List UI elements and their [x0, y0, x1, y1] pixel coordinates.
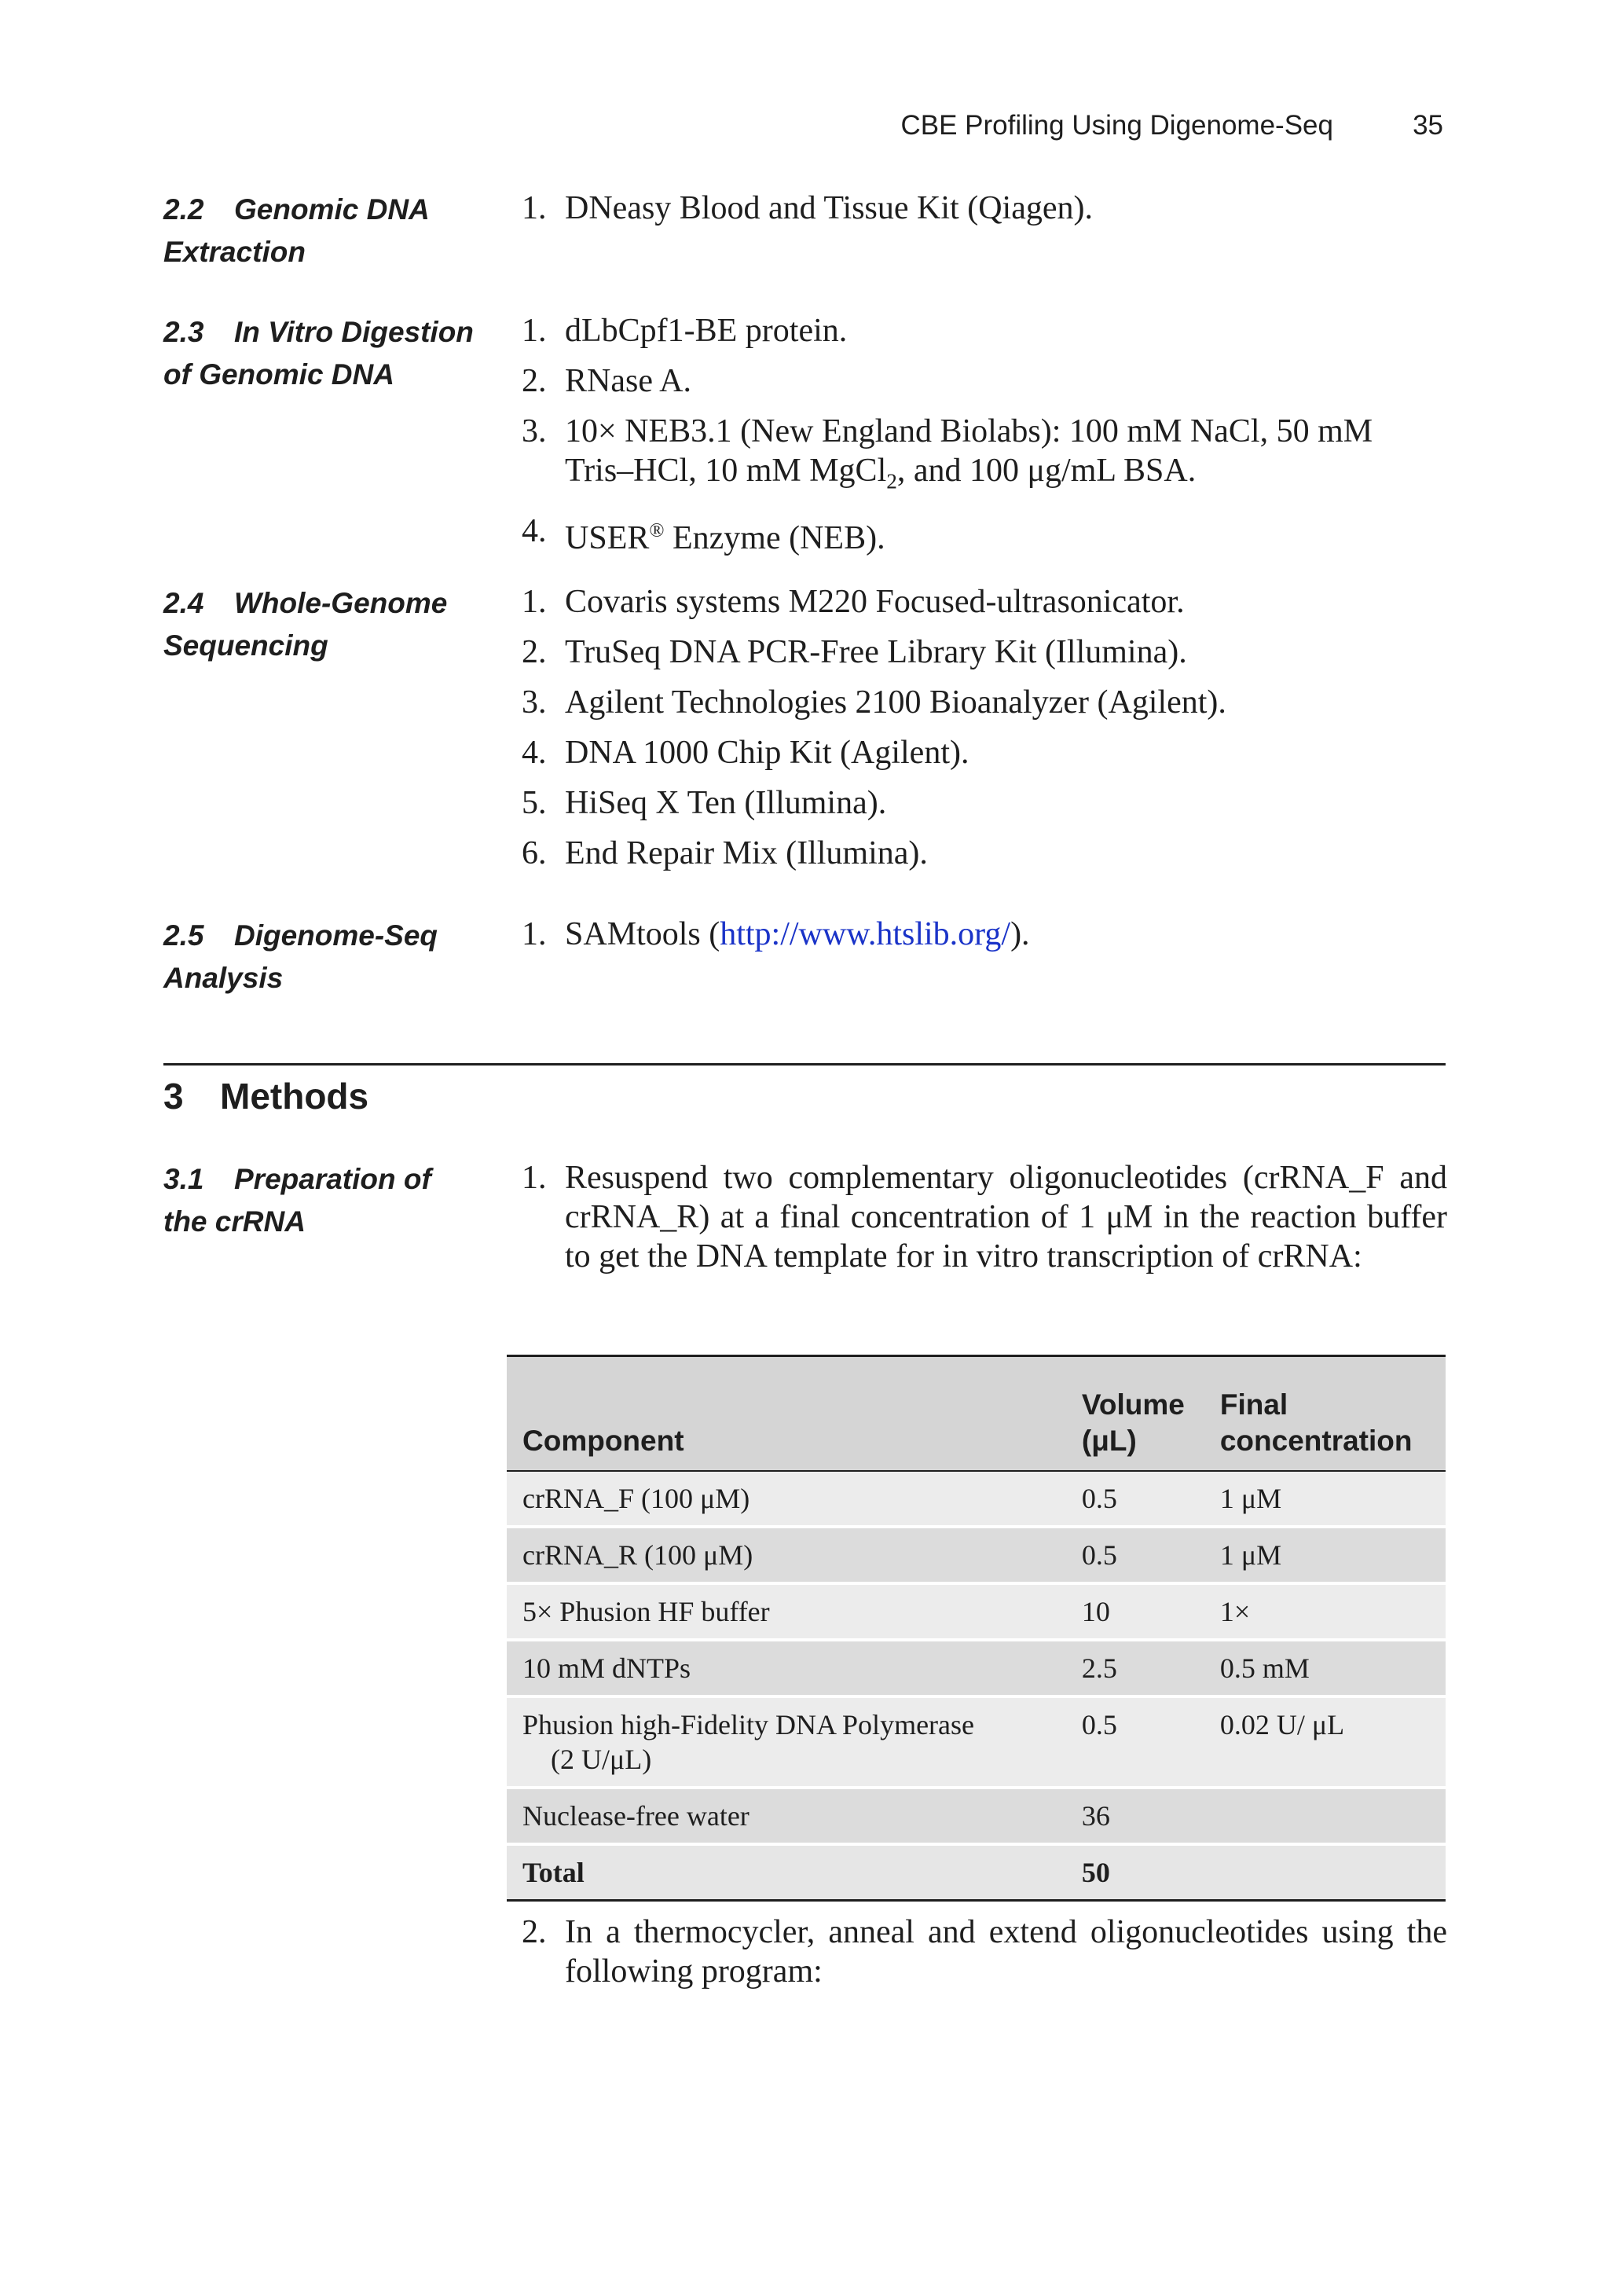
method-steps: [522, 1158, 1447, 1287]
header-component: Component: [522, 1425, 684, 1457]
method-step: 2. In a thermocycler, anneal and extend oligonucleotides using the following program:: [522, 1914, 1447, 1990]
table-row: crRNA_F (100 μM) 0.5 1 μM: [507, 1471, 1446, 1527]
list-item: 4. USER® Enzyme (NEB).: [522, 513, 885, 557]
table-row: crRNA_R (100 μM) 0.5 1 μM: [507, 1527, 1446, 1583]
header-final: Final concentration: [1219, 1388, 1413, 1457]
reaction-table: [507, 1355, 1446, 1902]
section-label: 2.4 Whole-Genome Sequencing: [163, 587, 448, 662]
materials-list: [522, 582, 1447, 884]
section-label: 2.5 Digenome-Seq Analysis: [163, 919, 438, 994]
list-item: 1. SAMtools (http://www.htslib.org/).: [522, 916, 1030, 952]
materials-list: [522, 189, 1447, 239]
method-step: 1. Resuspend two complementary oligonucleotides (crRNA_F and crRNA_R) at a final concentration of 1 μM in the reaction buffer to get the DNA template for in vitro transcription of crRNA:: [522, 1160, 1447, 1275]
table-header-row: [507, 1356, 1446, 1472]
materials-list: [522, 311, 1447, 569]
section-label: 3.1 Preparation of the crRNA: [163, 1163, 431, 1238]
samtools-link[interactable]: http://www.htslib.org/: [720, 916, 1011, 952]
list-item: 3. Agilent Technologies 2100 Bioanalyzer (Agilent).: [522, 684, 1226, 721]
table-row: Phusion high-Fidelity DNA Polymerase (2 U/μL) 0.5 0.02 U/ μL: [507, 1696, 1446, 1788]
list-item: 5. HiSeq X Ten (Illumina).: [522, 785, 887, 821]
list-item: 6. End Repair Mix (Illumina).: [522, 835, 928, 871]
list-item: 1. dLbCpf1-BE protein.: [522, 313, 848, 349]
section-label: 2.3 In Vitro Digestion of Genomic DNA: [163, 316, 474, 391]
list-item: 2. RNase A.: [522, 363, 691, 399]
page-number: 35: [1413, 110, 1443, 141]
table-row: Nuclease-free water 36: [507, 1788, 1446, 1844]
header-volume: Volume (μL): [1081, 1388, 1185, 1457]
materials-list: [522, 915, 1447, 965]
list-item: 1. Covaris systems M220 Focused-ultrasonicator.: [522, 584, 1185, 620]
table-total-row: Total 50: [507, 1844, 1446, 1901]
running-header: [872, 110, 1443, 141]
list-item: 4. DNA 1000 Chip Kit (Agilent).: [522, 735, 969, 771]
section-label: 2.2 Genomic DNA Extraction: [163, 193, 430, 268]
section-divider: [163, 1063, 1446, 1065]
list-item: 1. DNeasy Blood and Tissue Kit (Qiagen).: [522, 190, 1093, 226]
list-item: 3. 10× NEB3.1 (New England Biolabs): 100 mM NaCl, 50 mM Tris–HCl, 10 mM MgCl$_2$, and 100 μg/mL BSA.: [522, 413, 1373, 493]
method-steps: [522, 1913, 1447, 2002]
table-row: 10 mM dNTPs 2.5 0.5 mM: [507, 1640, 1446, 1696]
table-row: 5× Phusion HF buffer 10 1×: [507, 1583, 1446, 1640]
running-title: CBE Profiling Using Digenome-Seq: [900, 110, 1333, 141]
methods-heading: 3 Methods: [163, 1076, 369, 1117]
list-item: 2. TruSeq DNA PCR-Free Library Kit (Illumina).: [522, 634, 1187, 670]
